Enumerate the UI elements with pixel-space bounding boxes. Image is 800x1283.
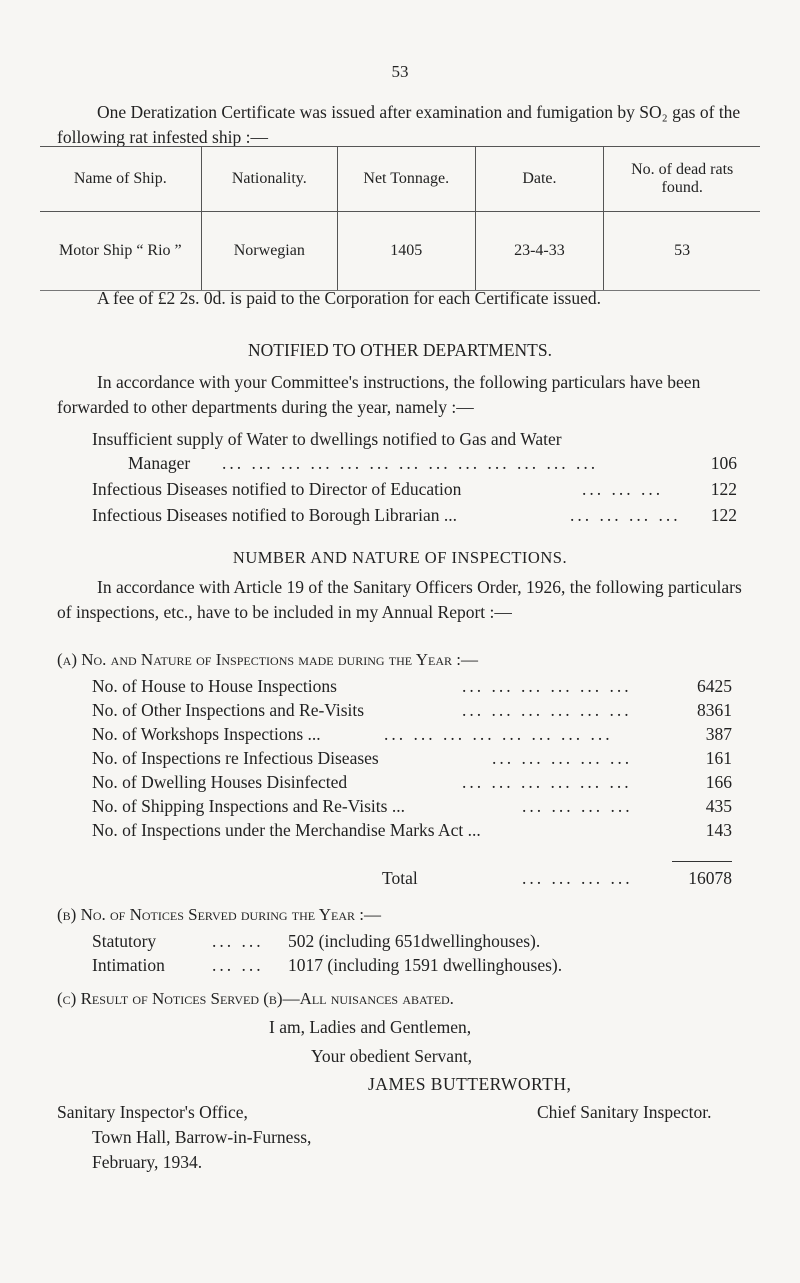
total-row (92, 866, 732, 890)
inspection-label: No. of Dwelling Houses Disinfected (92, 772, 348, 792)
inspection-value: 6425 (697, 676, 732, 696)
ship-table (40, 146, 760, 291)
header-name-of-ship: Name of Ship. (40, 147, 201, 212)
list-item (92, 674, 732, 698)
inspection-label: No. of Workshops Inspections ... (92, 724, 321, 744)
inspection-label: No. of Other Inspections and Re-Visits (92, 700, 365, 720)
leader-dots: ... ... (212, 955, 264, 975)
inspections-intro: In accordance with Article 19 of the Sanitary Officers Order, 1926, the following particulars of inspections, etc., have to be included in my Annual Report :— (57, 577, 742, 622)
list-item (92, 698, 732, 722)
inspection-label: No. of Shipping Inspections and Re-Visits ... (92, 796, 405, 816)
intro-paragraph: One Deratization Certificate was issued after examination and fumigation by SO₂ gas of the following rat infested ship :— (57, 102, 741, 147)
list-item (92, 503, 737, 527)
leader-dots: ... ... ... ... (522, 796, 633, 816)
inspection-label: No. of Inspections re Infectious Diseases (92, 748, 379, 768)
notified-item-value: 122 (710, 505, 737, 525)
notified-item-value: 122 (710, 479, 737, 499)
leader-dots: ... ... ... ... (570, 505, 681, 525)
leader-dots: ... ... ... ... (522, 868, 633, 888)
notice-label: Statutory (92, 931, 157, 951)
notice-value: 1017 (including 1591 dwellinghouses). (288, 955, 563, 975)
leader-dots: ... ... ... ... ... (492, 748, 633, 768)
list-item (92, 794, 732, 818)
inspection-label: No. of Inspections under the Merchandise Marks Act ... (92, 820, 481, 840)
list-item (92, 818, 732, 842)
list-item (92, 953, 712, 977)
cell-nationality: Norwegian (201, 212, 337, 291)
total-label: Total (382, 868, 418, 888)
leader-dots: ... ... ... ... ... ... ... ... (384, 724, 613, 744)
notified-item-label: Manager (128, 453, 191, 473)
list-item (92, 451, 737, 475)
section-b-heading: (b) No. of Notices Served during the Year :— (57, 905, 381, 924)
inspection-value: 166 (705, 772, 732, 792)
office-address: Town Hall, Barrow-in-Furness, (92, 1127, 312, 1147)
leader-dots: ... ... ... (582, 479, 664, 499)
list-item (92, 929, 712, 953)
signature-name: JAMES BUTTERWORTH, (368, 1074, 572, 1094)
total-rule (672, 861, 732, 862)
section-a-heading: (a) No. and Nature of Inspections made during the Year :— (57, 650, 478, 669)
header-dead-rats: No. of dead rats found. (604, 147, 760, 212)
notified-item-label: Infectious Diseases notified to Borough Librarian ... (92, 505, 457, 525)
notified-item-line1: Insufficient supply of Water to dwellings notified to Gas and Water (92, 429, 562, 449)
page-number: 53 (391, 62, 409, 81)
notice-label: Intimation (92, 955, 165, 975)
inspection-value: 387 (705, 724, 732, 744)
inspections-heading: NUMBER AND NATURE OF INSPECTIONS. (232, 548, 568, 567)
leader-dots: ... ... ... ... ... ... (462, 700, 632, 720)
office-name: Sanitary Inspector's Office, (57, 1102, 248, 1122)
notice-value: 502 (including 651dwellinghouses). (288, 931, 541, 951)
closing-line2: Your obedient Servant, (311, 1046, 473, 1066)
signature-title: Chief Sanitary Inspector. (537, 1102, 712, 1122)
inspection-label: No. of House to House Inspections (92, 676, 337, 696)
header-nationality: Nationality. (201, 147, 337, 212)
leader-dots: ... ... (212, 931, 264, 951)
cell-net-tonnage: 1405 (337, 212, 475, 291)
leader-dots: ... ... ... ... ... ... (462, 676, 632, 696)
notified-item-label: Infectious Diseases notified to Director of Education (92, 479, 462, 499)
inspection-value: 435 (705, 796, 732, 816)
list-item (92, 722, 732, 746)
notified-intro: In accordance with your Committee's instructions, the following particulars have been forwarded to other departments during the year, namely :— (57, 372, 701, 417)
closing-line1: I am, Ladies and Gentlemen, (269, 1017, 472, 1037)
report-date: February, 1934. (92, 1152, 203, 1172)
inspection-value: 161 (705, 748, 732, 768)
table-header-row (40, 147, 760, 212)
list-item (92, 770, 732, 794)
list-item (92, 746, 732, 770)
header-net-tonnage: Net Tonnage. (337, 147, 475, 212)
table-row (40, 212, 760, 291)
inspection-value: 8361 (697, 700, 732, 720)
list-item (92, 477, 737, 501)
total-value: 16078 (688, 868, 732, 888)
fee-paragraph: A fee of £2 2s. 0d. is paid to the Corporation for each Certificate issued. (97, 288, 601, 308)
leader-dots: ... ... ... ... ... ... ... ... ... ... ... ... ... (222, 453, 599, 473)
header-date: Date. (475, 147, 604, 212)
cell-dead-rats: 53 (604, 212, 760, 291)
leader-dots: ... ... ... ... ... ... (462, 772, 632, 792)
cell-ship-name: Motor Ship “ Rio ” (40, 212, 201, 291)
section-c: (c) Result of Notices Served (b)—All nuisances abated. (57, 989, 454, 1008)
inspection-value: 143 (705, 820, 732, 840)
notified-heading: NOTIFIED TO OTHER DEPARTMENTS. (248, 340, 552, 360)
cell-date: 23-4-33 (475, 212, 604, 291)
notified-item-value: 106 (710, 453, 737, 473)
